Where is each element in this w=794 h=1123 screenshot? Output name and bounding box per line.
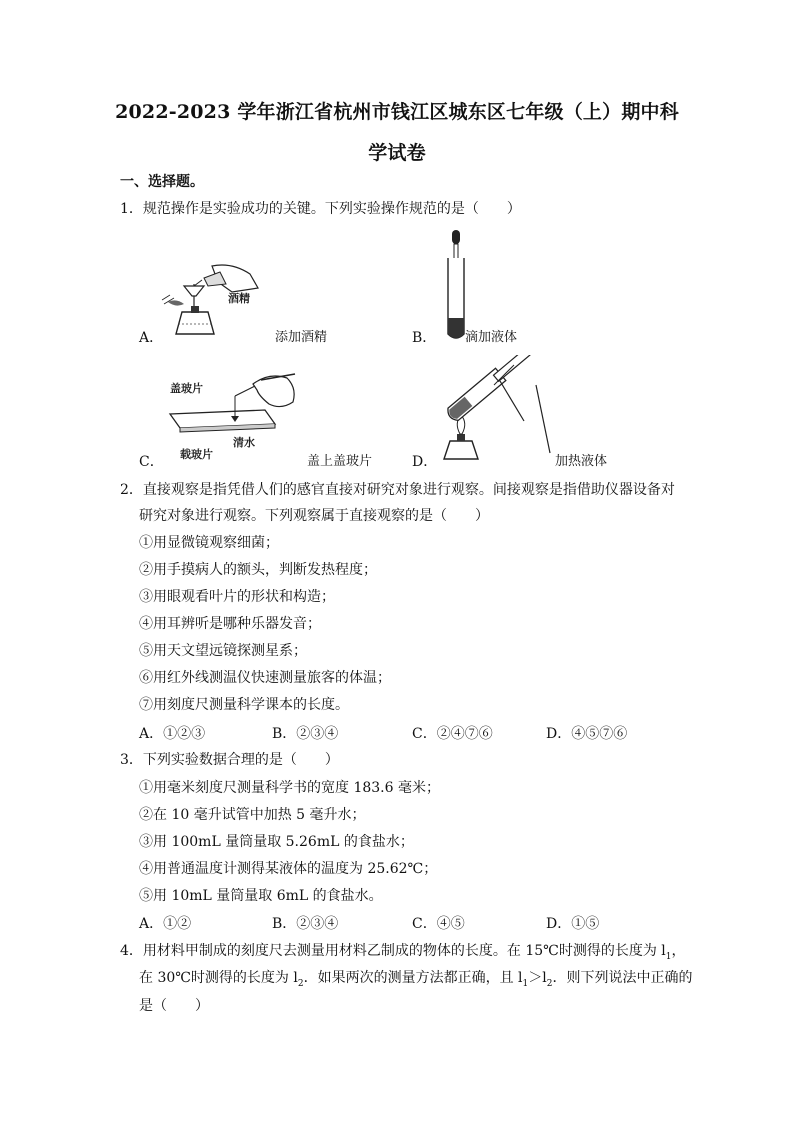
q3-item: ①用毫米刻度尺测量科学书的宽度 183.6 毫米； — [139, 780, 440, 796]
q2-choice-a: A．①②③ — [139, 726, 206, 742]
q1-option-b-letter: B． — [412, 330, 437, 346]
q2-item: ③用眼观看叶片的形状和构造； — [139, 589, 335, 605]
q1-option-a-letter: A． — [139, 330, 164, 346]
q2-item: ④用耳辨听是哪种乐器发音； — [139, 616, 321, 632]
label-water: 清水 — [233, 436, 255, 449]
q3-stem: 3．下列实验数据合理的是（ ） — [120, 752, 339, 768]
q4-stem-line1: 4．用材料甲制成的刻度尺去测量用材料乙制成的物体的长度。在 15℃时测得的长度为 $l_1$， — [120, 943, 686, 962]
q2-stem-line1: 2．直接观察是指凭借人们的感官直接对研究对象进行观察。间接观察是指借助仪器设备对 — [120, 482, 675, 498]
q3-choice-a: A．①② — [139, 916, 192, 932]
q2-choice-b: B．②③④ — [272, 726, 339, 742]
q1-stem: 1．规范操作是实验成功的关键。下列实验操作规范的是（ ） — [120, 201, 521, 217]
q2-item: ⑤用天文望远镜探测星系； — [139, 643, 307, 659]
q3-item: ⑤用 10mL 量筒量取 6mL 的食盐水。 — [139, 888, 383, 904]
q1-option-a-caption: 添加酒精 — [275, 330, 328, 345]
q1-option-d-caption: 加热液体 — [555, 454, 608, 469]
q2-stem-line2: 研究对象进行观察。下列观察属于直接观察的是（ ） — [139, 508, 489, 524]
q1-option-c-caption: 盖上盖玻片 — [307, 454, 373, 469]
q2-choice-c: C．②④⑦⑥ — [412, 726, 493, 742]
exam-title-line1: 2022-2023 学年浙江省杭州市钱江区城东区七年级（上）期中科 — [115, 101, 679, 123]
q1-option-d-letter: D． — [412, 454, 438, 470]
figure-add-alcohol — [160, 262, 270, 338]
q2-choice-d: D．④⑤⑦⑥ — [546, 726, 628, 742]
q2-item: ⑥用红外线测温仪快速测量旅客的体温； — [139, 670, 391, 686]
q4-stem-line2: 在 30℃时测得的长度为 $l_2$．如果两次的测量方法都正确，且 $l_1>l_2$．则下列说法中正确的 — [139, 970, 693, 989]
q1-option-b-caption: 滴加液体 — [465, 330, 518, 345]
q1-option-c-letter: C． — [139, 454, 164, 470]
section-heading: 一、选择题。 — [120, 174, 204, 190]
q2-item: ⑦用刻度尺测量科学课本的长度。 — [139, 697, 349, 713]
label-slide: 载玻片 — [180, 448, 213, 461]
q3-choice-c: C．④⑤ — [412, 916, 465, 932]
figure-heat-liquid — [438, 355, 558, 465]
q2-item: ①用显微镜观察细菌； — [139, 535, 279, 551]
q3-item: ③用 100mL 量筒量取 5.26mL 的食盐水； — [139, 834, 414, 850]
q2-item: ②用手摸病人的额头，判断发热程度； — [139, 562, 377, 578]
q3-item: ④用普通温度计测得某液体的温度为 25.62℃； — [139, 861, 438, 877]
q3-choice-b: B．②③④ — [272, 916, 339, 932]
q3-choice-d: D．①⑤ — [546, 916, 600, 932]
exam-title-line2: 学试卷 — [368, 142, 426, 164]
label-cover-glass: 盖玻片 — [170, 382, 203, 395]
label-alcohol: 酒精 — [228, 292, 250, 305]
q4-stem-line3: 是（ ） — [139, 998, 209, 1014]
figure-cover-slip — [165, 370, 305, 462]
q3-item: ②在 10 毫升试管中加热 5 毫升水； — [139, 807, 366, 823]
